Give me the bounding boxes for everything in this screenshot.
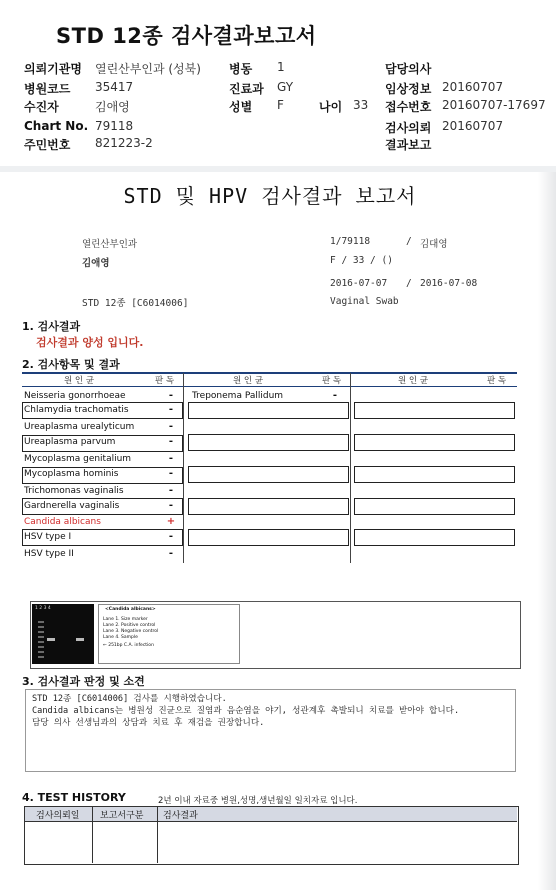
hospital-code-value: 35417 — [95, 80, 134, 94]
page-edge-shadow — [538, 172, 556, 890]
hospital-name-value: 열린산부인과 (성북) — [95, 62, 201, 76]
positive-result-text: 검사결과 양성 입니다. — [36, 336, 144, 349]
report-title: STD 및 HPV 검사결과 보고서 — [123, 184, 417, 208]
opinion-line: Candida albicans는 병원성 진균으로 질염과 음순염을 야기, 성관계후 촉발되니 치료를 받아야 합니다. — [32, 706, 460, 716]
opinion-line: STD 12종 [C6014006] 검사를 시행하였습니다. — [32, 694, 227, 704]
empty-row-box — [354, 529, 515, 546]
column-divider — [183, 373, 184, 563]
department-label: 진료과 — [229, 82, 264, 96]
col-header-organism-2: 원 인 균 — [233, 376, 264, 386]
hospital-code-label: 병원코드 — [24, 82, 71, 96]
chart-no-label: Chart No. — [24, 119, 89, 133]
patient-name: 김애영 — [82, 258, 110, 269]
patient-value: 김애영 — [95, 100, 130, 114]
organism-name: HSV type I — [24, 532, 72, 542]
department-value: GY — [277, 80, 294, 94]
organism-name: Gardnerella vaginalis — [24, 501, 120, 511]
organism-result: - — [168, 531, 174, 542]
section-4-title: 4. TEST HISTORY — [22, 791, 126, 804]
section-1-title: 1. 검사결과 — [22, 320, 81, 333]
col-header-organism-3: 원 인 균 — [398, 376, 429, 386]
chart-no-value: 79118 — [95, 119, 134, 133]
empty-row-box — [354, 434, 515, 451]
organism-result: - — [168, 468, 174, 479]
chart-reference: 1/79118 — [330, 236, 371, 247]
col-header-result-1: 판 독 — [155, 376, 175, 386]
sample-band — [76, 638, 84, 641]
age-label: 나이 — [319, 100, 343, 114]
organism-name: Chlamydia trachomatis — [24, 405, 129, 415]
section-3-title: 3. 검사결과 판정 및 소견 — [22, 675, 145, 688]
patient-label: 수진자 — [24, 100, 59, 114]
column-divider — [350, 373, 351, 563]
organism-result-positive: + — [166, 516, 176, 527]
page-title: STD 12종 검사결과보고서 — [56, 24, 317, 48]
clinic-name: 열린산부인과 — [82, 239, 138, 250]
organism-result: - — [168, 421, 174, 432]
gel-legend-line: Lane 1. Size marker — [103, 617, 148, 622]
organism-name: Ureaplasma urealyticum — [24, 422, 135, 432]
doctor-label: 담당의사 — [385, 62, 432, 76]
organism-name: Mycoplasma hominis — [24, 469, 119, 479]
report-label: 결과보고 — [385, 138, 432, 152]
receipt-no-label: 접수번호 — [385, 100, 432, 114]
doctor-name: 김대영 — [420, 239, 448, 250]
organism-name-positive: Candida albicans — [24, 517, 101, 527]
date-slash: / — [406, 278, 412, 289]
organism-result: - — [332, 390, 338, 401]
size-marker-ladder — [38, 618, 44, 658]
receipt-no-value: 20160707-17697 — [442, 98, 546, 112]
gel-legend-line: Lane 4. Sample — [103, 635, 138, 640]
clinical-info-label: 임상정보 — [385, 82, 432, 96]
organism-result: - — [168, 453, 174, 464]
organism-result: - — [168, 548, 174, 559]
empty-row-box — [188, 466, 349, 483]
date-to: 2016-07-08 — [420, 278, 478, 289]
history-col-result: 검사결과 — [163, 811, 198, 821]
organism-result: - — [168, 500, 174, 511]
organism-name: Ureaplasma parvum — [24, 437, 116, 447]
empty-row-box — [354, 402, 515, 419]
resident-no-value: 821223-2 — [95, 136, 153, 150]
ward-value: 1 — [277, 60, 285, 74]
empty-row-box — [188, 434, 349, 451]
history-note: 2년 이내 자료중 병원,성명,생년월일 일치자료 입니다. — [158, 796, 358, 806]
opinion-line: 담당 의사 선생님과의 상담과 치료 후 재검을 권장합니다. — [32, 718, 265, 728]
col-header-organism-1: 원 인 균 — [64, 376, 95, 386]
gel-title: <Candida albicans> — [105, 607, 156, 612]
request-value: 20160707 — [442, 119, 504, 133]
table-head-line — [22, 386, 517, 387]
clinical-info-value: 20160707 — [442, 80, 504, 94]
empty-row-box — [188, 402, 349, 419]
col-header-result-2: 판 독 — [322, 376, 342, 386]
gel-legend — [98, 604, 240, 664]
history-col-report-type: 보고서구분 — [100, 811, 144, 821]
empty-row-box — [354, 498, 515, 515]
empty-row-box — [188, 529, 349, 546]
organism-name: Treponema Pallidum — [192, 391, 284, 401]
hospital-name-label: 의뢰기관명 — [24, 62, 82, 76]
organism-result: - — [168, 404, 174, 415]
organism-name: HSV type II — [24, 549, 74, 559]
empty-row-box — [354, 466, 515, 483]
organism-name: Neisseria gonorrhoeae — [24, 391, 126, 401]
request-label: 검사의뢰 — [385, 121, 432, 135]
organism-name: Trichomonas vaginalis — [24, 486, 124, 496]
slash-separator: / — [406, 236, 412, 247]
gel-legend-line: Lane 3. Negative control — [103, 629, 159, 634]
gel-band-label: ← 251bp C.A. infection — [103, 643, 154, 648]
history-col-divider — [92, 807, 93, 863]
table-top-line — [22, 372, 517, 374]
history-table-header — [25, 807, 517, 822]
organism-name: Mycoplasma genitalium — [24, 454, 132, 464]
organism-result: - — [168, 436, 174, 447]
positive-band — [47, 638, 55, 641]
resident-no-label: 주민번호 — [24, 138, 71, 152]
sex-label: 성별 — [229, 100, 253, 114]
date-from: 2016-07-07 — [330, 278, 388, 289]
age-value: 33 — [353, 98, 369, 112]
history-col-request-date: 검사의뢰일 — [36, 811, 80, 821]
gel-lane-numbers: 1 2 3 4 — [35, 606, 51, 611]
test-code: STD 12종 [C6014006] — [82, 298, 189, 309]
empty-row-box — [188, 498, 349, 515]
gel-legend-line: Lane 2. Positive control — [103, 623, 156, 628]
organism-result: - — [168, 390, 174, 401]
specimen: Vaginal Swab — [330, 296, 399, 307]
section-2-title: 2. 검사항목 및 결과 — [22, 358, 120, 371]
history-col-divider — [157, 807, 158, 863]
organism-result: - — [168, 485, 174, 496]
ward-label: 병동 — [229, 62, 253, 76]
sex-age: F / 33 / () — [330, 255, 393, 266]
sex-value: F — [277, 98, 284, 112]
col-header-result-3: 판 독 — [487, 376, 507, 386]
gel-electrophoresis-image — [32, 604, 94, 664]
